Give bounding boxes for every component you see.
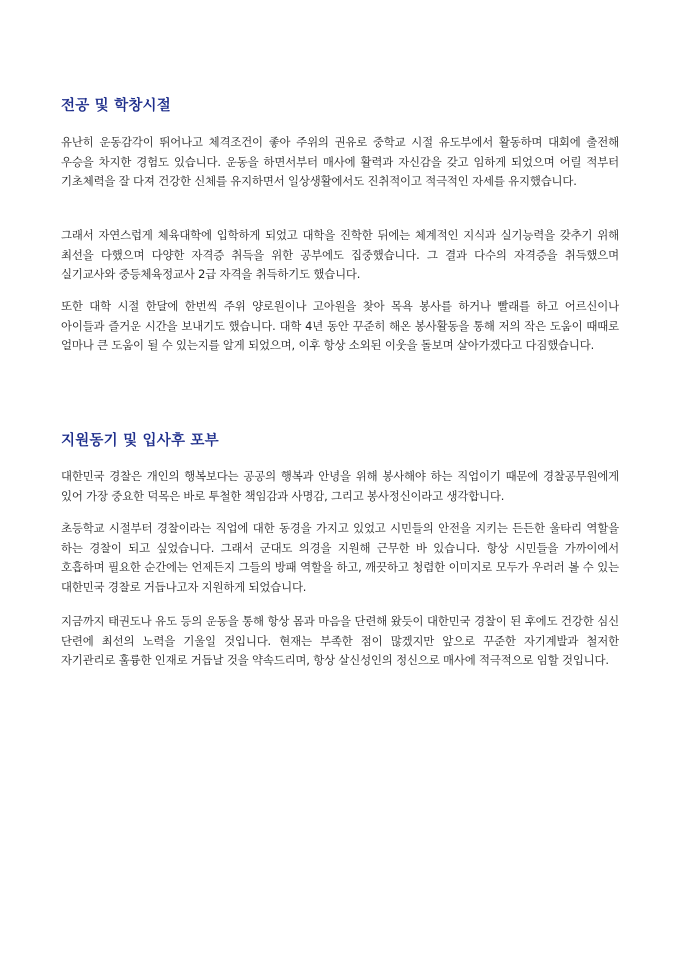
paragraph: 지금까지 태권도나 유도 등의 운동을 통해 항상 몸과 마음을 단련해 왔듯이 대한민국 경찰이 된 후에도 건강한 심신 단련에 최선의 노력을 기울일 것입니다. 현재는 부족한 점이 많겠지만 앞으로 꾸준한 자기계발과 철저한 자기관리로 훌륭한 인재로 거듭날 것을 약속드리며, 항상 살신성인의 정신으로 매사에 적극적으로 임할 것입니다. [61,614,619,667]
section-title-major-school: 전공 및 학창시절 [61,98,171,114]
paragraph: 대한민국 경찰은 개인의 행복보다는 공공의 행복과 안녕을 위해 봉사해야 하는 직업이기 때문에 경찰공무원에게 있어 가장 중요한 덕목은 바로 투철한 책임감과 사명감, 그리고 봉사정신이라고 생각합니다. [61,469,619,503]
paragraph: 또한 대학 시절 한달에 한번씩 주위 양로원이나 고아원을 찾아 목욕 봉사를 하거나 빨래를 하고 어르신이나 아이들과 즐거운 시간을 보내기도 했습니다. 대학 4년 동안 꾸준히 해온 봉사활동을 통해 저의 작은 도움이 때때로 얼마나 큰 도움이 될 수 있는지를 알게 되었으며, 이후 항상 소외된 이웃을 돌보며 살아가겠다고 다짐했습니다. [61,299,619,352]
paragraph: 초등학교 시절부터 경찰이라는 직업에 대한 동경을 가지고 있었고 시민들의 안전을 지키는 든든한 울타리 역할을 하는 경찰이 되고 싶었습니다. 그래서 군대도 의경을 지원해 근무한 바 있습니다. 항상 시민들을 가까이에서 호흡하며 필요한 순간에는 언제든지 그들의 방패 역할을 하고, 깨끗하고 청렴한 이미지로 모두가 우러러 볼 수 있는 대한민국 경찰로 거듭나고자 지원하게 되었습니다. [61,521,619,594]
paragraph: 그래서 자연스럽게 체육대학에 입학하게 되었고 대학을 진학한 뒤에는 체계적인 지식과 실기능력을 갖추기 위해 최선을 다했으며 다양한 자격증 취득을 위한 공부에도 집중했습니다. 그 결과 다수의 자격증을 취득했으며 실기교사와 중등체육정교사 2급 자격을 취득하기도 했습니다. [61,228,619,281]
paragraph: 유난히 운동감각이 뛰어나고 체격조건이 좋아 주위의 권유로 중학교 시절 유도부에서 활동하며 대회에 출전해 우승을 차지한 경험도 있습니다. 운동을 하면서부터 매사에 활력과 자신감을 갖고 임하게 되었으며 어릴 적부터 기초체력을 잘 다져 건강한 신체를 유지하면서 일상생활에서도 진취적이고 적극적인 자세를 유지했습니다. [61,135,619,188]
section-title-motivation: 지원동기 및 입사후 포부 [61,433,219,449]
